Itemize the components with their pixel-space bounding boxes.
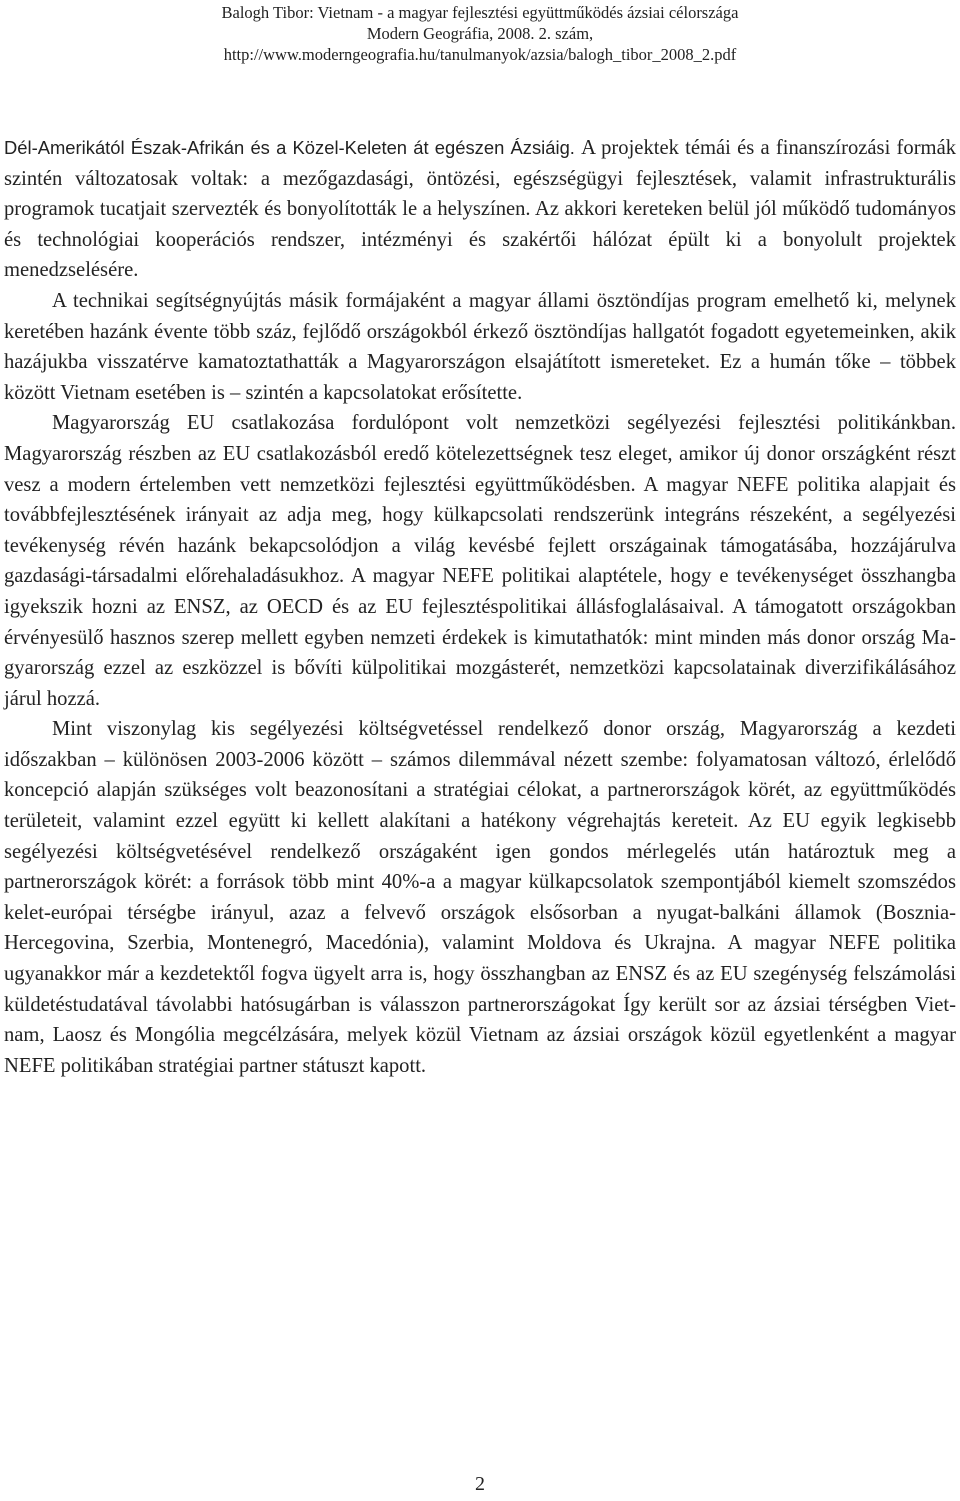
- paragraph-3: Magyarország EU csatlakozása fordulópont volt nemzetközi segélyezési fejlesztési politikánkban. Magyarország részben az EU csatlakozásból eredő kötelezettségnek tesz eleget, amikor új donor országként részt vesz a modern értelemben vett nemzetközi fejlesztési együttműködésben. A magyar NEFE politika alapjait és továbbfejlesztésének irányait az adja meg, hogy külkapcsolati rendszerünk integráns részeként, a segélyezési tevékenység révén hazánk bekapcsolódjon a világ kevésbé fejlett országainak támogatásába, hozzájárulva gazdasági-társadalmi előrehaladásukhoz. A magyar NEFE politikai alaptétele, hogy e tevékenységet összhangba igyekszik hozni az ENSZ, az OECD és az EU fejlesztéspolitikai állásfoglalásaival. A támogatott országokban érvényesülő hasznos szerep mellett egyben nemzeti érdekek is kimutathatók: mint minden más donor ország Magyarország ezzel az eszközzel is bővíti külpolitikai mozgásterét, nemzetközi kapcsolatainak diverzifikálásához járul hozzá.: [4, 412, 956, 710]
- header-journal: Modern Geográfia, 2008. 2. szám,: [366, 24, 594, 43]
- article-body: [4, 133, 956, 1081]
- paragraph-1-lead: Dél-Amerikától Észak-Afrikán és a Közel-Keleten át egészen Ázsiáig.: [4, 137, 582, 158]
- paragraph-4: Mint viszonylag kis segélyezési költségvetéssel rendelkező donor ország, Magyarország a kezdeti időszakban – különösen 2003-2006 között – számos dilemmával nézett szembe: folyamatosan változó, érlelődő koncepció alapján szükséges volt beazonosítani a stratégiai célokat, a partnerországok körét, az együttműködés területeit, valamint ezzel együtt ki kellett alakítani a hatékony végrehajtás kereteit. Az EU egyik legkisebb segélyezési költségvetésével rendelkező országaként igen gondos mérlegelés után határoztuk meg a partnerországok körét: a források több mint 40%-a a magyar külkapcsolatok szempontjából kiemelt szomszédos kelet-európai térségbe irányul, azaz a felvevő országok elsősorban a nyugat-balkáni államok (Bosznia-Hercegovina, Szerbia, Montenegró, Macedónia), valamint Moldova és Ukrajna. A magyar NEFE politika ugyanakkor már a kezdetektől fogva ügyelt arra is, hogy összhangban az ENSZ és az EU szegénység felszámolási küldetéstudatával távolabbi hatósugárban is válasszon partnerországokat Így került sor az ázsiai térségben Vietnam, Laosz és Mongólia megcélzására, melyek közül Vietnam az ázsiai országok közül egyetlenként a magyar NEFE politikában stratégiai partner státuszt kapott.: [4, 718, 956, 1077]
- header-url: http://www.moderngeografia.hu/tanulmanyok/azsia/balogh_tibor_2008_2.pdf: [223, 45, 737, 64]
- paragraph-1: [4, 133, 956, 286]
- header-citation-title: Balogh Tibor: Vietnam - a magyar fejlesztési együttműködés ázsiai célországa: [221, 3, 739, 22]
- paragraph-2: A technikai segítségnyújtás másik formájaként a magyar állami ösztöndíjas program emelhető ki, melynek keretében hazánk évente több száz, fejlődő országokból érkező ösztöndíjas hallgatót fogadott egyetemeinken, akik hazájukba visszatérve kamatoztathatták a Magyarországon elsajátított ismereteket. Ez a humán tőke – többek között Vietnam esetében is – szintén a kapcsolatokat erősítette.: [4, 289, 956, 404]
- page-number: 2: [475, 1473, 485, 1495]
- page-header: [0, 2, 960, 65]
- paragraph-1-text: A projektek témái és a finanszírozási formák szintén változatosak voltak: a mezőgazdasági, öntözési, egészségügyi fejlesztések, valamit infrastrukturális programok tucatjait szervezték és bonyolították le a helyszínen. Az akkori kereteken belül jól működő tudományos és technológiai kooperációs rendszer, intézményi és szakértői hálózat épült ki a bonyolult projektek menedzselésére.: [4, 137, 957, 282]
